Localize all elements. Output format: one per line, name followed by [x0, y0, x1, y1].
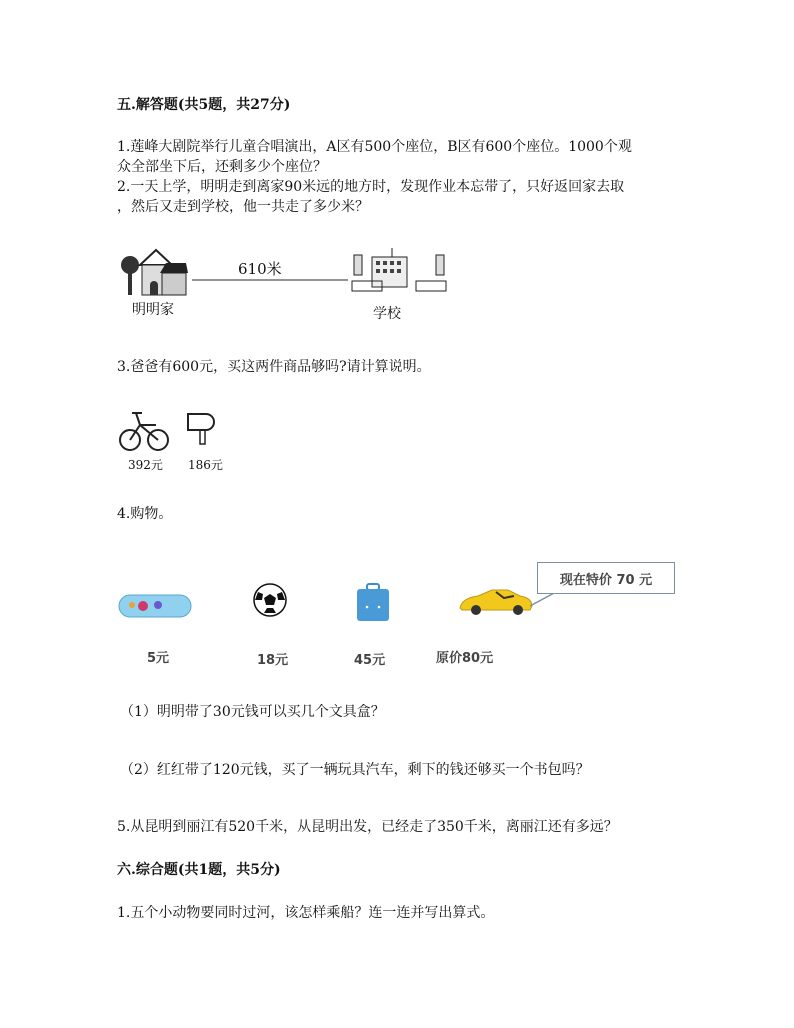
house-illustration — [118, 245, 188, 300]
q5-text: 5.从昆明到丽江有520千米，从昆明出发，已经走了350千米，离丽江还有多远？ — [117, 819, 618, 835]
home-label: 明明家 — [132, 302, 174, 318]
hair-dryer-price: 186元 — [188, 458, 223, 472]
toy-car-price: 原价80元 — [436, 651, 494, 666]
distance-label: 610米 — [238, 260, 282, 278]
q4-sub1-text: （1）明明带了30元钱可以买几个文具盒？ — [120, 704, 385, 720]
school-label: 学校 — [373, 306, 401, 322]
toy-car-icon — [458, 584, 534, 616]
schoolbag-price: 45元 — [354, 653, 386, 668]
hair-dryer-icon — [184, 408, 216, 448]
q2-text-cont: ，然后又走到学校，他一共走了多少米？ — [117, 199, 369, 215]
bicycle-price: 392元 — [128, 458, 163, 472]
sale-price-bubble: 现在特价 70 元 — [537, 562, 675, 594]
q4-text: 4.购物。 — [117, 506, 173, 522]
q1-text: 1.莲峰大剧院举行儿童合唱演出，A区有500个座位，B区有600个座位。1000个观 — [117, 139, 632, 155]
section5-heading: 五.解答题(共5题，共27分) — [117, 97, 291, 113]
section6-heading: 六.综合题(共1题，共5分) — [117, 862, 281, 878]
q3-text: 3.爸爸有600元，买这两件商品够吗?请计算说明。 — [117, 359, 431, 375]
school-illustration — [350, 245, 450, 295]
q1-text-cont: 众全部坐下后，还剩多少个座位？ — [117, 159, 327, 175]
pencil-case-icon — [118, 592, 192, 620]
pencil-case-price: 5元 — [147, 651, 170, 666]
q4-sub2-text: （2）红红带了120元钱，买了一辆玩具汽车，剩下的钱还够买一个书包吗？ — [120, 762, 590, 778]
soccer-ball-price: 18元 — [257, 653, 289, 668]
bicycle-icon — [118, 405, 170, 455]
schoolbag-icon — [355, 583, 391, 623]
section6-q1-text: 1.五个小动物要同时过河，该怎样乘船？连一连并写出算式。 — [117, 905, 495, 921]
q2-text: 2.一天上学，明明走到离家90米远的地方时，发现作业本忘带了，只好返回家去取 — [117, 179, 625, 195]
soccer-ball-icon — [252, 582, 288, 618]
